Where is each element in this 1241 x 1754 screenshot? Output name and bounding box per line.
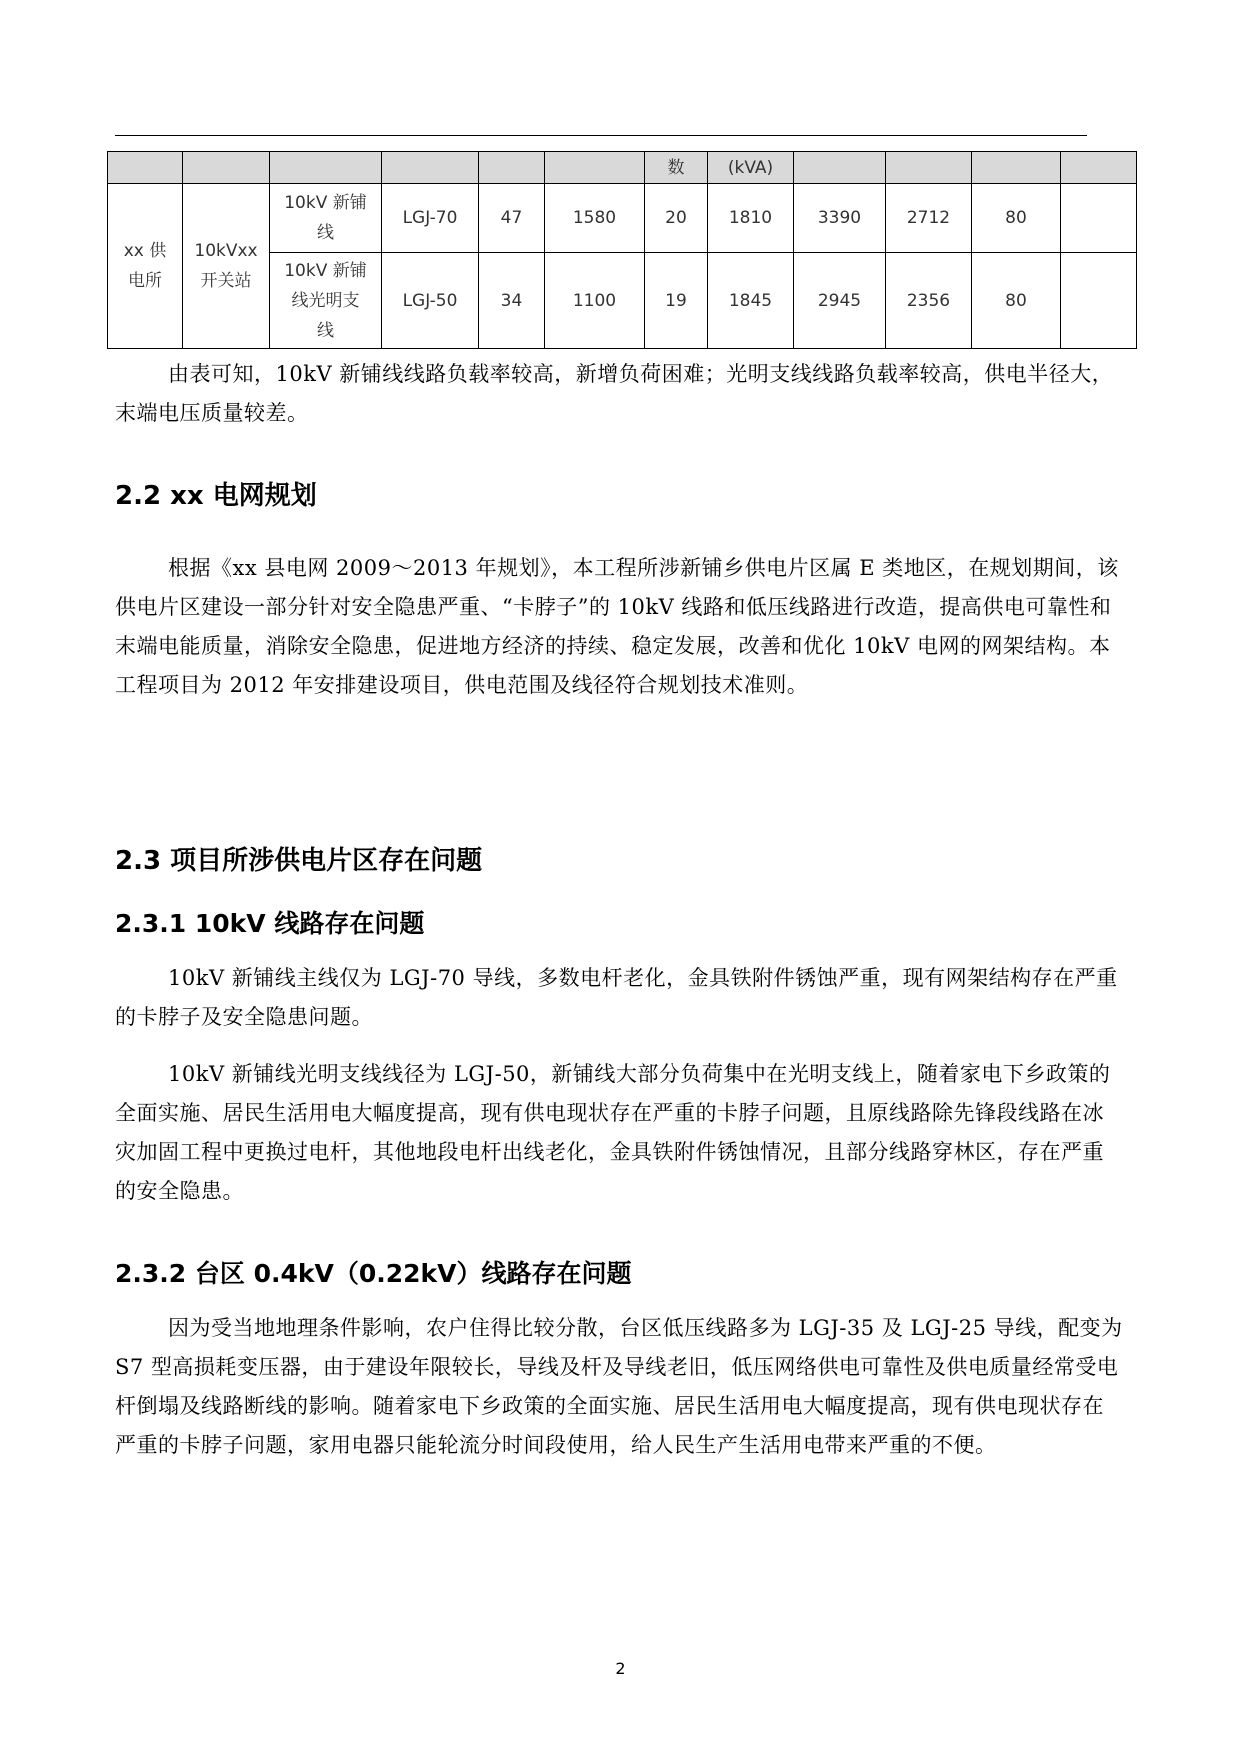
heading-2-2: 2.2 xx 电网规划 [115,481,317,511]
table-cell: 80 [972,184,1061,253]
table-cell: 1845 [708,253,794,349]
table-cell: 数 [645,152,708,184]
line-name-cell: 10kV 新铺 线光明支 线 [270,253,382,349]
table-cell [545,152,645,184]
table-row [108,184,1137,253]
table-cell: 1100 [545,253,645,349]
table-header-row [108,152,1137,184]
page-number: 2 [615,1659,626,1678]
table-cell [183,152,270,184]
table-cell [1061,253,1137,349]
table-cell: (kVA) [708,152,794,184]
table-cell [108,152,183,184]
load-table [107,151,1137,349]
table-cell [479,152,545,184]
table-cell [270,152,382,184]
table-cell: 47 [479,184,545,253]
table-cell [794,152,886,184]
table-cell [1061,152,1137,184]
heading-2-3: 2.3 项目所涉供电片区存在问题 [115,846,483,876]
heading-2-3-1: 2.3.1 10kV 线路存在问题 [115,909,425,938]
conductor-cell: LGJ-50 [382,253,479,349]
table-cell: 34 [479,253,545,349]
station-cell: xx 供 电所 [108,184,183,349]
table-cell [1061,184,1137,253]
paragraph-branch-line: 10kV 新铺线光明支线线径为 LGJ-50，新铺线大部分负荷集中在光明支线上，随着家电下乡政策的全面实施、居民生活用电大幅度提高，现有供电现状存在严重的卡脖子问题，且原线路除先锋段线路在冰灾加固工程中更换过电杆，其他地段电杆出线老化，金具铁附件锈蚀情况，且部分线路穿林区，存在严重的安全隐患。 [115,1062,1111,1203]
heading-2-3-2: 2.3.2 台区 0.4kV（0.22kV）线路存在问题 [115,1259,632,1288]
switch-station-cell: 10kVxx 开关站 [183,184,270,349]
table-cell: 2945 [794,253,886,349]
table-cell [886,152,972,184]
table-cell: 80 [972,253,1061,349]
table-cell: 2356 [886,253,972,349]
table-cell [972,152,1061,184]
conductor-cell: LGJ-70 [382,184,479,253]
paragraph-low-voltage: 因为受当地地理条件影响，农户住得比较分散，台区低压线路多为 LGJ-35 及 LGJ-25 导线，配变为 S7 型高损耗变压器，由于建设年限较长，导线及杆及导线老旧，低压网络供电可靠性及供电质量经常受电杆倒塌及线路断线的影响。随着家电下乡政策的全面实施、居民生活用电大幅度提高，现有供电现状存在严重的卡脖子问题，家用电器只能轮流分时间段使用，给人民生产生活用电带来严重的不便。 [115,1316,1123,1457]
line-name-cell: 10kV 新铺 线 [270,184,382,253]
table-cell: 3390 [794,184,886,253]
table-cell: 2712 [886,184,972,253]
header-rule [115,135,1087,136]
table-cell: 19 [645,253,708,349]
table-cell: 1580 [545,184,645,253]
paragraph-main-line: 10kV 新铺线主线仅为 LGJ-70 导线，多数电杆老化，金具铁附件锈蚀严重，现有网架结构存在严重的卡脖子及安全隐患问题。 [115,966,1118,1029]
table-cell [382,152,479,184]
paragraph-grid-plan: 根据《xx 县电网 2009～2013 年规划》，本工程所涉新铺乡供电片区属 E 类地区，在规划期间，该供电片区建设一部分针对安全隐患严重、“卡脖子”的 10kV 线路和低压线路进行改造，提高供电可靠性和末端电能质量，消除安全隐患，促进地方经济的持续、稳定发展，改善和优化 10kV 电网的网架结构。本工程项目为 2012 年安排建设项目，供电范围及线径符合规划技术准则。 [115,556,1119,697]
table-cell: 1810 [708,184,794,253]
paragraph-table-summary: 由表可知，10kV 新铺线线路负载率较高，新增负荷困难；光明支线线路负载率较高，供电半径大，末端电压质量较差。 [115,362,1114,425]
table-cell: 20 [645,184,708,253]
